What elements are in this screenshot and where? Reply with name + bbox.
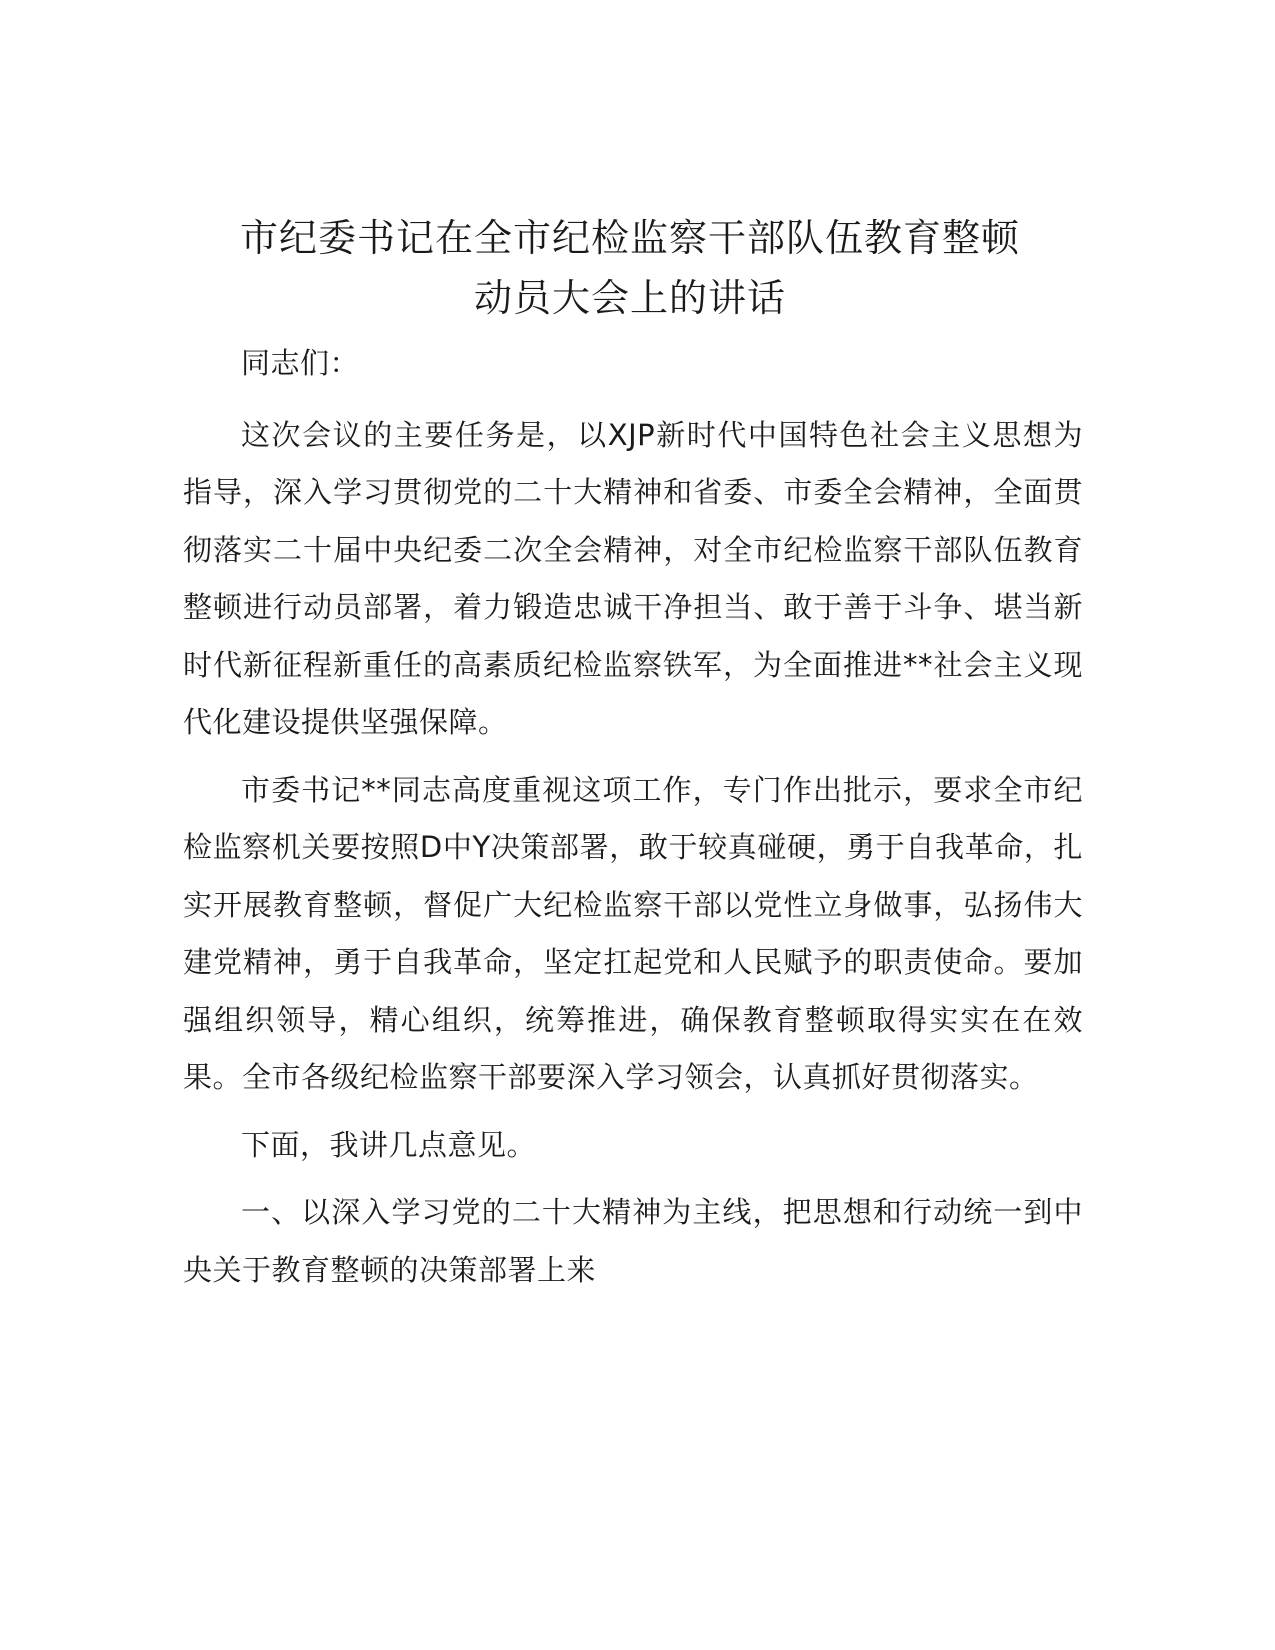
salutation: 同志们： [241, 346, 360, 380]
document-body [183, 335, 1083, 1299]
title-line-2: 动员大会上的讲话 [473, 276, 786, 320]
paragraph-opinions-intro: 下面，我讲几点意见。 [241, 1127, 537, 1162]
title-line-1: 市纪委书记在全市纪检监察干部队伍教育整顿 [239, 216, 1020, 260]
paragraph-secretary-instruction: 市委书记**同志高度重视这项工作，专门作出批示，要求全市纪检监察机关要按照D中Y决策部署，敢于较真碰硬，勇于自我革命，扎实开展教育整顿，督促广大纪检监察干部以党性立身做事，弘扬伟大建党精神，勇于自我革命，坚定扛起党和人民赋予的职责使命。要加强组织领导，精心组织，统筹推进，确保教育整顿取得实实在在效果。全市各级纪检监察干部要深入学习领会，认真抓好贯彻落实。 [183, 772, 1083, 1094]
section-heading-one: 一、以深入学习党的二十大精神为主线，把思想和行动统一到中央关于教育整顿的决策部署上来 [183, 1195, 1083, 1287]
document-title [180, 208, 1080, 328]
paragraph-meeting-task: 这次会议的主要任务是，以XJP新时代中国特色社会主义思想为指导，深入学习贯彻党的二十大精神和省委、市委全会精神，全面贯彻落实二十届中央纪委二次全会精神，对全市纪检监察干部队伍教育整顿进行动员部署，着力锻造忠诚干净担当、敢于善于斗争、堪当新时代新征程新重任的高素质纪检监察铁军，为全面推进**社会主义现代化建设提供坚强保障。 [183, 417, 1083, 739]
